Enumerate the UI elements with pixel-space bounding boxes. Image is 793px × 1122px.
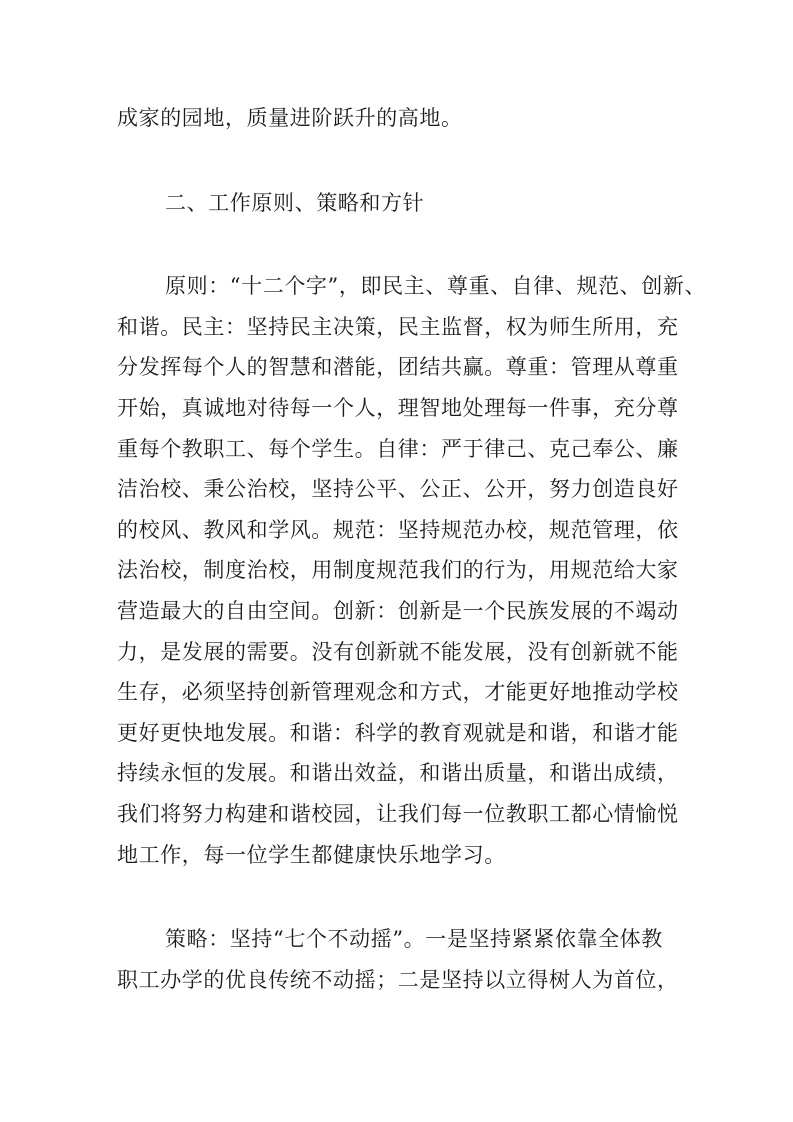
paragraph-principles-line: 开始，真诚地对待每一个人，理智地处理每一件事，充分尊 xyxy=(117,396,679,420)
paragraph-principles-line: 更好更快地发展。和谐：科学的教育观就是和谐，和谐才能 xyxy=(117,721,679,745)
paragraph-principles-line: 力，是发展的需要。没有创新就不能发展，没有创新就不能 xyxy=(117,640,679,664)
paragraph-principles-line: 分发挥每个人的智慧和潜能，团结共赢。尊重：管理从尊重 xyxy=(117,355,679,379)
paragraph-principles-line: 地工作，每一位学生都健康快乐地学习。 xyxy=(117,843,506,867)
paragraph-principles-line: 和谐。民主：坚持民主决策，民主监督，权为师生所用，充 xyxy=(117,315,679,339)
paragraph-principles-line: 持续永恒的发展。和谐出效益，和谐出质量，和谐出成绩， xyxy=(117,761,679,785)
paragraph-principles-line: 重每个教职工、每个学生。自律：严于律己、克己奉公、廉 xyxy=(117,437,679,461)
paragraph-principles-line: 原则：“十二个字”，即民主、尊重、自律、规范、创新、 xyxy=(165,274,707,298)
paragraph-principles-line: 洁治校、秉公治校，坚持公平、公正、公开，努力创造良好 xyxy=(117,477,679,501)
paragraph-principles-line: 生存，必须坚持创新管理观念和方式，才能更好地推动学校 xyxy=(117,680,679,704)
paragraph-principles-line: 营造最大的自由空间。创新：创新是一个民族发展的不竭动 xyxy=(117,599,679,623)
section-heading: 二、工作原则、策略和方针 xyxy=(165,191,425,215)
paragraph-strategy-line: 职工办学的优良传统不动摇；二是坚持以立得树人为首位， xyxy=(117,968,679,992)
paragraph-principles-line: 法治校，制度治校，用制度规范我们的行为，用规范给大家 xyxy=(117,558,679,582)
paragraph-principles-line: 的校风、教风和学风。规范：坚持规范办校，规范管理，依 xyxy=(117,518,679,542)
paragraph-principles-line: 我们将努力构建和谐校园，让我们每一位教职工都心情愉悦 xyxy=(117,802,679,826)
paragraph-strategy-line: 策略：坚持“七个不动摇”。一是坚持紧紧依靠全体教 xyxy=(165,927,663,951)
text-line-continuation: 成家的园地，质量进阶跃升的高地。 xyxy=(117,106,463,130)
